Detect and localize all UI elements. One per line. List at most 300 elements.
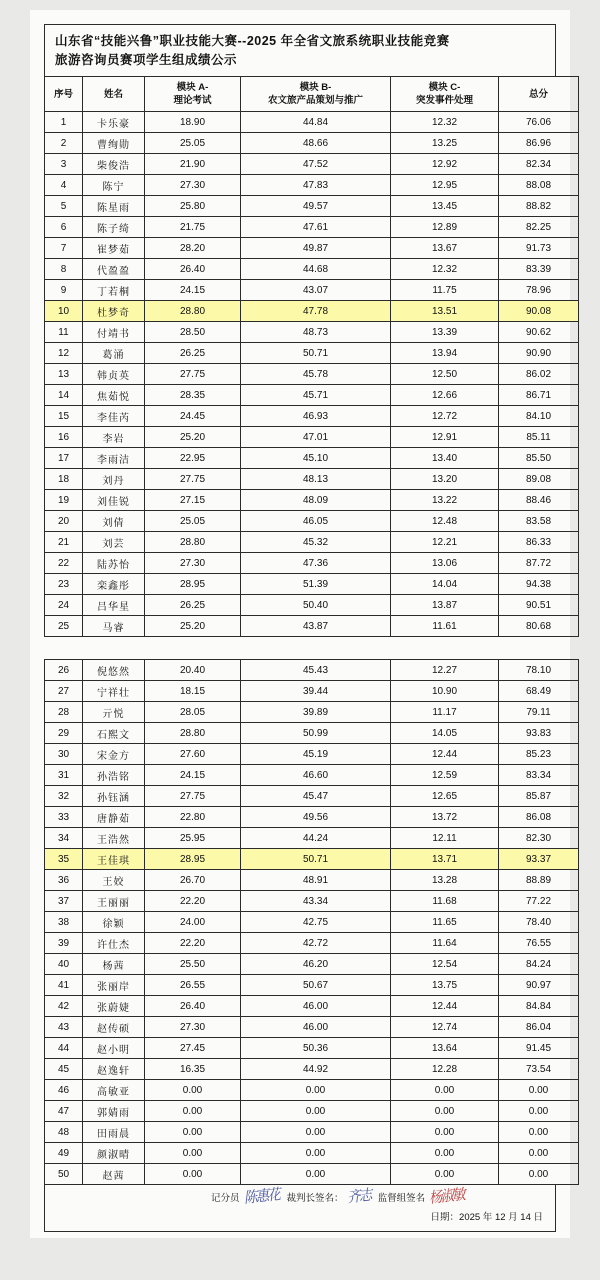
cell-module-a: 22.80 (145, 807, 241, 828)
cell-module-b: 46.93 (241, 406, 391, 427)
cell-module-a: 28.50 (145, 322, 241, 343)
cell-module-b: 50.40 (241, 595, 391, 616)
table-row (45, 553, 579, 574)
cell-total: 78.40 (499, 912, 579, 933)
cell-module-c: 0.00 (391, 1143, 499, 1164)
cell-index: 14 (45, 385, 83, 406)
cell-index: 13 (45, 364, 83, 385)
cell-module-a: 27.75 (145, 364, 241, 385)
cell-total: 90.90 (499, 343, 579, 364)
scorer-signature-ink: 陈惠花 (242, 1187, 280, 1207)
cell-total: 83.34 (499, 765, 579, 786)
cell-module-b: 51.39 (241, 574, 391, 595)
cell-name: 赵逸轩 (83, 1059, 145, 1080)
cell-name: 陈宁 (83, 175, 145, 196)
header-module-a-line2: 理论考试 (173, 95, 212, 106)
cell-module-b: 47.01 (241, 427, 391, 448)
cell-module-a: 25.95 (145, 828, 241, 849)
cell-name: 李雨洁 (83, 448, 145, 469)
cell-name: 王丽丽 (83, 891, 145, 912)
cell-module-c: 11.75 (391, 280, 499, 301)
score-table-part-1 (44, 76, 579, 637)
cell-module-a: 0.00 (145, 1101, 241, 1122)
table-row (45, 954, 579, 975)
cell-name: 唐静茹 (83, 807, 145, 828)
score-table-part-2-wrap (44, 659, 556, 1232)
table-row (45, 322, 579, 343)
cell-index: 30 (45, 744, 83, 765)
cell-module-a: 26.40 (145, 259, 241, 280)
cell-module-a: 27.30 (145, 175, 241, 196)
cell-index: 46 (45, 1080, 83, 1101)
cell-module-b: 0.00 (241, 1080, 391, 1101)
cell-index: 21 (45, 532, 83, 553)
cell-total: 85.50 (499, 448, 579, 469)
cell-module-c: 0.00 (391, 1122, 499, 1143)
table-row (45, 532, 579, 553)
table-row (45, 595, 579, 616)
cell-name: 倪悠然 (83, 660, 145, 681)
cell-module-b: 48.09 (241, 490, 391, 511)
cell-module-b: 50.71 (241, 849, 391, 870)
cell-name: 亓悦 (83, 702, 145, 723)
cell-module-a: 25.80 (145, 196, 241, 217)
judge-signature-ink: 齐志 (346, 1187, 372, 1207)
cell-module-c: 0.00 (391, 1080, 499, 1101)
cell-total: 78.10 (499, 660, 579, 681)
table-row (45, 744, 579, 765)
cell-module-c: 13.20 (391, 469, 499, 490)
cell-total: 76.55 (499, 933, 579, 954)
table-row (45, 196, 579, 217)
cell-total: 84.10 (499, 406, 579, 427)
header-module-b (241, 77, 391, 112)
cell-module-b: 42.75 (241, 912, 391, 933)
cell-total: 87.72 (499, 553, 579, 574)
cell-module-c: 13.75 (391, 975, 499, 996)
cell-name: 宋金方 (83, 744, 145, 765)
table-row (45, 448, 579, 469)
table-row (45, 1122, 579, 1143)
cell-module-c: 10.90 (391, 681, 499, 702)
table-row (45, 175, 579, 196)
cell-module-b: 47.52 (241, 154, 391, 175)
cell-total: 83.39 (499, 259, 579, 280)
cell-module-a: 20.40 (145, 660, 241, 681)
cell-index: 31 (45, 765, 83, 786)
cell-module-b: 50.71 (241, 343, 391, 364)
cell-index: 1 (45, 112, 83, 133)
cell-module-b: 42.72 (241, 933, 391, 954)
cell-index: 4 (45, 175, 83, 196)
cell-total: 78.96 (499, 280, 579, 301)
cell-module-b: 0.00 (241, 1101, 391, 1122)
cell-module-b: 43.07 (241, 280, 391, 301)
cell-module-c: 13.87 (391, 595, 499, 616)
cell-module-a: 25.20 (145, 616, 241, 637)
cell-name: 张丽岸 (83, 975, 145, 996)
cell-total: 90.08 (499, 301, 579, 322)
cell-module-a: 24.15 (145, 280, 241, 301)
cell-module-a: 24.45 (145, 406, 241, 427)
cell-name: 石熙文 (83, 723, 145, 744)
cell-total: 91.45 (499, 1038, 579, 1059)
header-module-b-line2: 农文旅产品策划与推广 (267, 95, 363, 106)
cell-module-a: 27.45 (145, 1038, 241, 1059)
table-row (45, 616, 579, 637)
header-module-c-line1: 模块 C- (428, 82, 461, 93)
cell-module-c: 13.39 (391, 322, 499, 343)
cell-module-c: 13.71 (391, 849, 499, 870)
table-row (45, 849, 579, 870)
cell-module-c: 12.89 (391, 217, 499, 238)
cell-index: 26 (45, 660, 83, 681)
table-row (45, 1038, 579, 1059)
cell-module-b: 45.10 (241, 448, 391, 469)
cell-name: 赵小明 (83, 1038, 145, 1059)
score-table-part-2 (44, 659, 579, 1185)
cell-name: 吕华星 (83, 595, 145, 616)
table-row (45, 385, 579, 406)
cell-module-c: 12.92 (391, 154, 499, 175)
table-row (45, 280, 579, 301)
cell-index: 2 (45, 133, 83, 154)
cell-module-c: 13.22 (391, 490, 499, 511)
cell-module-c: 13.06 (391, 553, 499, 574)
cell-name: 付靖书 (83, 322, 145, 343)
cell-name: 王佳琪 (83, 849, 145, 870)
cell-module-a: 0.00 (145, 1164, 241, 1185)
cell-name: 刘倩 (83, 511, 145, 532)
cell-index: 32 (45, 786, 83, 807)
cell-index: 49 (45, 1143, 83, 1164)
cell-module-a: 28.80 (145, 301, 241, 322)
cell-name: 宁祥壮 (83, 681, 145, 702)
cell-total: 89.08 (499, 469, 579, 490)
cell-module-b: 44.24 (241, 828, 391, 849)
cell-total: 93.83 (499, 723, 579, 744)
cell-total: 0.00 (499, 1164, 579, 1185)
cell-module-b: 47.78 (241, 301, 391, 322)
supervisor-signature-ink: 杨淑敏 (428, 1187, 465, 1207)
cell-module-b: 0.00 (241, 1143, 391, 1164)
cell-total: 83.58 (499, 511, 579, 532)
cell-total: 77.22 (499, 891, 579, 912)
header-module-a (145, 77, 241, 112)
table-row (45, 870, 579, 891)
table-row (45, 681, 579, 702)
cell-module-a: 24.15 (145, 765, 241, 786)
cell-module-c: 13.64 (391, 1038, 499, 1059)
cell-index: 36 (45, 870, 83, 891)
cell-index: 17 (45, 448, 83, 469)
cell-module-a: 0.00 (145, 1143, 241, 1164)
table-row (45, 133, 579, 154)
cell-module-c: 13.40 (391, 448, 499, 469)
cell-module-c: 12.59 (391, 765, 499, 786)
cell-module-b: 49.56 (241, 807, 391, 828)
cell-total: 85.87 (499, 786, 579, 807)
cell-module-c: 11.65 (391, 912, 499, 933)
cell-module-a: 26.55 (145, 975, 241, 996)
cell-name: 柴俊浩 (83, 154, 145, 175)
cell-module-c: 12.91 (391, 427, 499, 448)
cell-module-c: 11.17 (391, 702, 499, 723)
cell-index: 42 (45, 996, 83, 1017)
cell-total: 0.00 (499, 1122, 579, 1143)
cell-module-a: 28.05 (145, 702, 241, 723)
cell-name: 许仕杰 (83, 933, 145, 954)
scorer-signature-group (211, 1187, 281, 1207)
cell-index: 24 (45, 595, 83, 616)
cell-total: 88.82 (499, 196, 579, 217)
cell-module-c: 12.44 (391, 744, 499, 765)
cell-index: 20 (45, 511, 83, 532)
top-spacer (0, 0, 600, 10)
judge-signature-group (286, 1187, 372, 1207)
cell-module-c: 0.00 (391, 1164, 499, 1185)
cell-name: 郭婧雨 (83, 1101, 145, 1122)
cell-total: 79.11 (499, 702, 579, 723)
cell-module-a: 18.90 (145, 112, 241, 133)
cell-name: 高敏亚 (83, 1080, 145, 1101)
header-total: 总分 (499, 77, 579, 112)
cell-name: 刘丹 (83, 469, 145, 490)
cell-total: 88.46 (499, 490, 579, 511)
table-row (45, 660, 579, 681)
cell-name: 颜淑晴 (83, 1143, 145, 1164)
cell-index: 37 (45, 891, 83, 912)
cell-total: 86.33 (499, 532, 579, 553)
cell-module-c: 14.04 (391, 574, 499, 595)
cell-module-a: 28.80 (145, 723, 241, 744)
score-announcement-sheet (30, 10, 570, 1238)
cell-module-c: 12.44 (391, 996, 499, 1017)
cell-module-a: 24.00 (145, 912, 241, 933)
cell-module-b: 48.73 (241, 322, 391, 343)
cell-index: 16 (45, 427, 83, 448)
cell-module-c: 12.65 (391, 786, 499, 807)
cell-module-b: 46.05 (241, 511, 391, 532)
cell-module-a: 21.75 (145, 217, 241, 238)
cell-name: 刘佳锐 (83, 490, 145, 511)
table-row (45, 828, 579, 849)
cell-module-b: 44.92 (241, 1059, 391, 1080)
cell-index: 44 (45, 1038, 83, 1059)
cell-module-c: 12.21 (391, 532, 499, 553)
table-row (45, 912, 579, 933)
table-row (45, 490, 579, 511)
cell-module-c: 12.48 (391, 511, 499, 532)
table-row (45, 702, 579, 723)
cell-name: 丁若桐 (83, 280, 145, 301)
table-row (45, 406, 579, 427)
table-row (45, 1143, 579, 1164)
cell-module-b: 45.78 (241, 364, 391, 385)
cell-module-b: 47.61 (241, 217, 391, 238)
cell-module-b: 48.91 (241, 870, 391, 891)
table-row (45, 364, 579, 385)
cell-total: 0.00 (499, 1080, 579, 1101)
cell-name: 代盈盈 (83, 259, 145, 280)
cell-index: 28 (45, 702, 83, 723)
cell-name: 孙浩铭 (83, 765, 145, 786)
table-row (45, 259, 579, 280)
cell-module-b: 46.20 (241, 954, 391, 975)
cell-total: 86.96 (499, 133, 579, 154)
cell-module-c: 12.32 (391, 112, 499, 133)
table-row (45, 1101, 579, 1122)
cell-module-a: 18.15 (145, 681, 241, 702)
cell-module-c: 12.72 (391, 406, 499, 427)
title-block (44, 24, 556, 76)
cell-module-a: 22.20 (145, 891, 241, 912)
cell-name: 杜梦奇 (83, 301, 145, 322)
cell-module-b: 45.32 (241, 532, 391, 553)
cell-total: 84.24 (499, 954, 579, 975)
cell-name: 葛涌 (83, 343, 145, 364)
cell-total: 85.23 (499, 744, 579, 765)
cell-module-b: 0.00 (241, 1122, 391, 1143)
cell-total: 80.68 (499, 616, 579, 637)
cell-name: 陈星雨 (83, 196, 145, 217)
table-row (45, 469, 579, 490)
cell-total: 86.04 (499, 1017, 579, 1038)
cell-total: 82.34 (499, 154, 579, 175)
cell-name: 王姣 (83, 870, 145, 891)
cell-name: 张蔚婕 (83, 996, 145, 1017)
cell-module-c: 12.66 (391, 385, 499, 406)
cell-module-b: 49.87 (241, 238, 391, 259)
cell-index: 39 (45, 933, 83, 954)
cell-module-c: 12.50 (391, 364, 499, 385)
cell-total: 0.00 (499, 1101, 579, 1122)
left-margin-strip (0, 0, 30, 1280)
cell-module-c: 12.74 (391, 1017, 499, 1038)
cell-module-a: 26.25 (145, 343, 241, 364)
document-title-line-2: 旅游咨询员赛项学生组成绩公示 (55, 53, 238, 67)
cell-name: 赵茜 (83, 1164, 145, 1185)
cell-name: 崔梦茹 (83, 238, 145, 259)
supervisor-label: 监督组签名 (377, 1193, 426, 1204)
cell-module-a: 22.20 (145, 933, 241, 954)
scorer-label: 记分员 (211, 1193, 240, 1204)
cell-index: 18 (45, 469, 83, 490)
header-module-c-line2: 突发事件处理 (415, 95, 473, 106)
cell-total: 94.38 (499, 574, 579, 595)
cell-index: 8 (45, 259, 83, 280)
cell-name: 孙钰涵 (83, 786, 145, 807)
cell-module-c: 13.72 (391, 807, 499, 828)
cell-total: 0.00 (499, 1143, 579, 1164)
cell-total: 82.25 (499, 217, 579, 238)
cell-index: 25 (45, 616, 83, 637)
cell-module-a: 28.95 (145, 574, 241, 595)
cell-total: 90.62 (499, 322, 579, 343)
cell-module-b: 44.84 (241, 112, 391, 133)
cell-module-b: 46.00 (241, 1017, 391, 1038)
cell-name: 王浩然 (83, 828, 145, 849)
cell-index: 50 (45, 1164, 83, 1185)
table-row (45, 996, 579, 1017)
table-row (45, 238, 579, 259)
cell-module-c: 13.28 (391, 870, 499, 891)
cell-index: 34 (45, 828, 83, 849)
cell-index: 12 (45, 343, 83, 364)
cell-name: 陆苏怡 (83, 553, 145, 574)
cell-module-c: 13.67 (391, 238, 499, 259)
table-row (45, 1059, 579, 1080)
table-row (45, 1080, 579, 1101)
cell-index: 6 (45, 217, 83, 238)
cell-module-a: 25.50 (145, 954, 241, 975)
cell-module-b: 46.00 (241, 996, 391, 1017)
cell-index: 11 (45, 322, 83, 343)
cell-total: 85.11 (499, 427, 579, 448)
table-row (45, 786, 579, 807)
cell-module-a: 0.00 (145, 1080, 241, 1101)
cell-name: 陈子绮 (83, 217, 145, 238)
cell-name: 曹绚勋 (83, 133, 145, 154)
table-row (45, 574, 579, 595)
cell-module-b: 50.67 (241, 975, 391, 996)
cell-module-b: 39.89 (241, 702, 391, 723)
cell-index: 40 (45, 954, 83, 975)
cell-module-a: 22.95 (145, 448, 241, 469)
judge-label: 裁判长签名： (286, 1193, 344, 1204)
cell-module-b: 44.68 (241, 259, 391, 280)
cell-module-a: 25.20 (145, 427, 241, 448)
footer-date: 日期：2025 年 12 月 14 日 (430, 1212, 543, 1223)
table-header-row (45, 77, 579, 112)
cell-module-b: 39.44 (241, 681, 391, 702)
cell-module-b: 43.87 (241, 616, 391, 637)
table-block-gap (44, 637, 556, 659)
cell-module-a: 0.00 (145, 1122, 241, 1143)
cell-module-b: 47.36 (241, 553, 391, 574)
cell-module-b: 47.83 (241, 175, 391, 196)
cell-index: 29 (45, 723, 83, 744)
score-table-body-1 (45, 112, 579, 637)
cell-total: 90.97 (499, 975, 579, 996)
cell-module-c: 11.61 (391, 616, 499, 637)
table-row (45, 933, 579, 954)
cell-total: 76.06 (499, 112, 579, 133)
cell-name: 李岩 (83, 427, 145, 448)
cell-module-c: 12.95 (391, 175, 499, 196)
cell-index: 41 (45, 975, 83, 996)
cell-module-b: 46.60 (241, 765, 391, 786)
cell-module-b: 45.19 (241, 744, 391, 765)
table-row (45, 112, 579, 133)
cell-module-a: 27.60 (145, 744, 241, 765)
cell-module-c: 11.68 (391, 891, 499, 912)
cell-module-a: 25.05 (145, 133, 241, 154)
cell-module-c: 13.94 (391, 343, 499, 364)
cell-module-a: 26.40 (145, 996, 241, 1017)
cell-module-a: 28.80 (145, 532, 241, 553)
table-row (45, 891, 579, 912)
cell-index: 23 (45, 574, 83, 595)
cell-module-b: 45.71 (241, 385, 391, 406)
cell-index: 7 (45, 238, 83, 259)
cell-module-b: 43.34 (241, 891, 391, 912)
table-row (45, 723, 579, 744)
cell-module-c: 13.45 (391, 196, 499, 217)
cell-module-c: 13.25 (391, 133, 499, 154)
cell-module-c: 12.32 (391, 259, 499, 280)
cell-module-b: 48.66 (241, 133, 391, 154)
